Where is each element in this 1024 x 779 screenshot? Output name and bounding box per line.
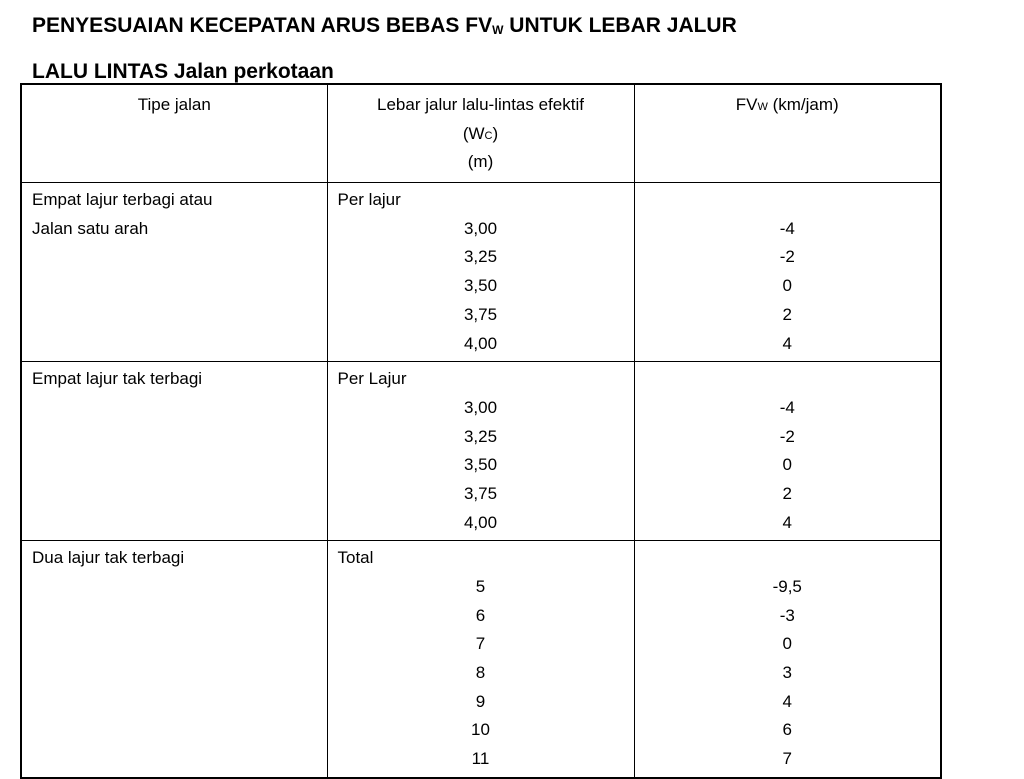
header-lane-width-line1: Lebar jalur lalu-lintas efektif: [377, 95, 584, 114]
lane-width-value: 3,50: [463, 455, 498, 475]
page-title: [32, 4, 992, 94]
fvw-cell: [634, 362, 941, 541]
fvw-value: 2: [782, 483, 792, 503]
lane-width-value: 3,50: [463, 276, 498, 296]
header-road-type-label: Tipe jalan: [137, 95, 211, 114]
header-road-type: [21, 84, 327, 183]
fvw-value: -3: [779, 605, 795, 625]
fvw-value: 2: [782, 304, 792, 324]
fvw-spacer: [635, 544, 941, 573]
lane-width-value: 10: [471, 720, 490, 740]
fvw-value: 4: [782, 691, 792, 711]
header-lane-width-line2: (WC): [462, 123, 499, 143]
lane-width-value: 3,25: [463, 426, 498, 446]
lane-width-value: 3,75: [463, 304, 498, 324]
fvw-value: 0: [782, 634, 792, 654]
table-row: [21, 183, 941, 362]
road-type-cell: [21, 183, 327, 362]
lane-width-cell: [327, 183, 634, 362]
fvw-value: -2: [779, 426, 795, 446]
lane-width-value: 7: [475, 634, 486, 654]
table-body: [21, 183, 941, 778]
road-type-cell: [21, 362, 327, 541]
fvw-value: 6: [782, 720, 792, 740]
fvw-value: 4: [782, 333, 792, 353]
table-header-row: [21, 84, 941, 183]
header-fvw-label: FVW (km/jam): [735, 95, 839, 114]
lane-width-value: 4,00: [463, 512, 498, 532]
fvw-spacer: [635, 365, 941, 394]
road-type-cell: [21, 541, 327, 778]
lane-width-value: 9: [475, 691, 486, 711]
header-lane-width: [327, 84, 634, 183]
road-type-text: Dua lajur tak terbagi: [32, 548, 185, 568]
fvw-value: -4: [779, 218, 795, 238]
table-row: [21, 362, 941, 541]
header-fvw: [634, 84, 941, 183]
lane-width-value: 8: [475, 663, 486, 683]
header-lane-width-unit: (m): [467, 152, 494, 172]
fvw-adjustment-table: [20, 83, 942, 779]
fvw-value: 0: [782, 455, 792, 475]
title-part2: UNTUK LEBAR JALUR: [503, 14, 737, 37]
table-row: [21, 541, 941, 778]
road-type-text: Jalan satu arah: [32, 218, 149, 238]
road-type-text: Empat lajur terbagi atau: [32, 190, 213, 210]
title-subscript: W: [492, 23, 504, 37]
lane-width-value: 3,00: [463, 397, 498, 417]
fvw-value: -4: [779, 397, 795, 417]
lane-width-value: 5: [475, 577, 486, 596]
title-line2: LALU LINTAS Jalan perkotaan: [32, 60, 334, 83]
lane-width-basis-label: Per lajur: [337, 190, 401, 210]
lane-width-value: 3,75: [463, 483, 498, 503]
lane-width-value: 3,00: [463, 218, 498, 238]
lane-width-cell: [327, 541, 634, 778]
lane-width-value: 6: [475, 605, 486, 625]
fvw-value: 7: [782, 749, 792, 769]
lane-width-cell: [327, 362, 634, 541]
fvw-value: -9,5: [772, 577, 802, 596]
title-part1: PENYESUAIAN KECEPATAN ARUS BEBAS FV: [32, 14, 493, 37]
lane-width-basis-label: Per Lajur: [337, 369, 407, 389]
fvw-cell: [634, 183, 941, 362]
road-type-text: Empat lajur tak terbagi: [32, 369, 203, 389]
fvw-value: 0: [782, 276, 792, 296]
fvw-value: 4: [782, 512, 792, 532]
fvw-value: 3: [782, 663, 792, 683]
lane-width-value: 11: [471, 749, 490, 769]
fvw-value: -2: [779, 247, 795, 267]
lane-width-basis-label: Total: [337, 548, 374, 568]
lane-width-value: 3,25: [463, 247, 498, 267]
lane-width-value: 4,00: [463, 333, 498, 353]
fvw-spacer: [635, 186, 941, 215]
fvw-cell: [634, 541, 941, 778]
